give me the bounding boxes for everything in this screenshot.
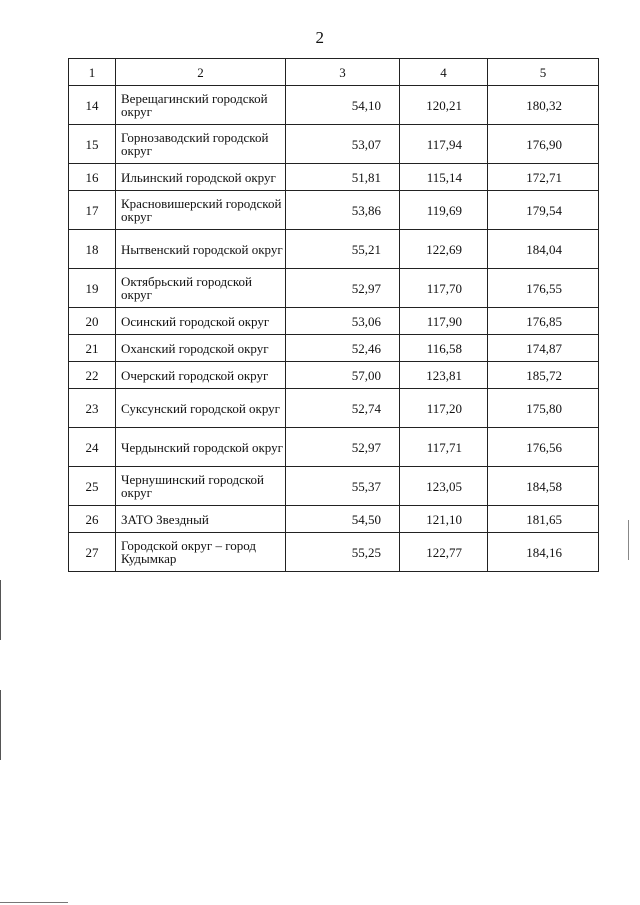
value-col5: 180,32 [488, 86, 599, 125]
district-name: Верещагинский городской округ [116, 86, 286, 125]
district-name: Горнозаводский городской округ [116, 125, 286, 164]
table-row [69, 269, 599, 308]
value-col3: 53,07 [286, 125, 400, 164]
district-name: Городской округ – город Кудымкар [116, 533, 286, 572]
column-header: 4 [400, 59, 488, 86]
value-col4: 119,69 [400, 191, 488, 230]
scan-edge-line [628, 520, 629, 560]
row-number: 17 [69, 191, 116, 230]
column-header: 5 [488, 59, 599, 86]
value-col4: 117,94 [400, 125, 488, 164]
scan-edge-line [0, 690, 1, 760]
value-col3: 51,81 [286, 164, 400, 191]
table-row [69, 335, 599, 362]
table-header-row [69, 59, 599, 86]
table-row [69, 230, 599, 269]
value-col4: 123,05 [400, 467, 488, 506]
value-col5: 176,90 [488, 125, 599, 164]
table-row [69, 467, 599, 506]
value-col5: 175,80 [488, 389, 599, 428]
value-col3: 57,00 [286, 362, 400, 389]
value-col5: 172,71 [488, 164, 599, 191]
table-row [69, 389, 599, 428]
value-col5: 176,55 [488, 269, 599, 308]
district-name: Осинский городской округ [116, 308, 286, 335]
district-name: Очерский городской округ [116, 362, 286, 389]
column-header: 1 [69, 59, 116, 86]
row-number: 14 [69, 86, 116, 125]
value-col3: 53,06 [286, 308, 400, 335]
value-col3: 52,74 [286, 389, 400, 428]
value-col5: 176,56 [488, 428, 599, 467]
value-col3: 54,10 [286, 86, 400, 125]
value-col5: 179,54 [488, 191, 599, 230]
value-col4: 117,90 [400, 308, 488, 335]
value-col4: 122,77 [400, 533, 488, 572]
value-col4: 120,21 [400, 86, 488, 125]
row-number: 23 [69, 389, 116, 428]
row-number: 18 [69, 230, 116, 269]
value-col4: 123,81 [400, 362, 488, 389]
table-row [69, 506, 599, 533]
value-col5: 184,04 [488, 230, 599, 269]
value-col4: 121,10 [400, 506, 488, 533]
row-number: 19 [69, 269, 116, 308]
table-row [69, 533, 599, 572]
value-col3: 53,86 [286, 191, 400, 230]
district-name: Чернушинский городской округ [116, 467, 286, 506]
row-number: 22 [69, 362, 116, 389]
page-number: 2 [315, 28, 325, 47]
table-row [69, 362, 599, 389]
district-name: ЗАТО Звездный [116, 506, 286, 533]
value-col4: 117,20 [400, 389, 488, 428]
value-col4: 116,58 [400, 335, 488, 362]
row-number: 25 [69, 467, 116, 506]
scan-edge-line [0, 580, 1, 640]
table-row [69, 125, 599, 164]
table-row [69, 428, 599, 467]
value-col3: 52,97 [286, 428, 400, 467]
row-number: 16 [69, 164, 116, 191]
table-row [69, 191, 599, 230]
value-col5: 184,16 [488, 533, 599, 572]
value-col3: 55,21 [286, 230, 400, 269]
value-col3: 55,37 [286, 467, 400, 506]
value-col3: 55,25 [286, 533, 400, 572]
value-col4: 117,70 [400, 269, 488, 308]
table-row [69, 164, 599, 191]
value-col5: 185,72 [488, 362, 599, 389]
value-col5: 174,87 [488, 335, 599, 362]
district-name: Нытвенский городской округ [116, 230, 286, 269]
district-name: Красновишерский городской округ [116, 191, 286, 230]
row-number: 24 [69, 428, 116, 467]
row-number: 26 [69, 506, 116, 533]
value-col4: 122,69 [400, 230, 488, 269]
district-name: Оханский городской округ [116, 335, 286, 362]
allowance-table [68, 58, 599, 572]
district-name: Октябрьский городской округ [116, 269, 286, 308]
row-number: 27 [69, 533, 116, 572]
row-number: 21 [69, 335, 116, 362]
scan-edge-line [0, 902, 68, 903]
value-col3: 54,50 [286, 506, 400, 533]
row-number: 15 [69, 125, 116, 164]
row-number: 20 [69, 308, 116, 335]
column-header: 3 [286, 59, 400, 86]
table-row [69, 308, 599, 335]
value-col5: 176,85 [488, 308, 599, 335]
table-row [69, 86, 599, 125]
value-col4: 117,71 [400, 428, 488, 467]
value-col3: 52,97 [286, 269, 400, 308]
value-col5: 184,58 [488, 467, 599, 506]
district-name: Ильинский городской округ [116, 164, 286, 191]
value-col4: 115,14 [400, 164, 488, 191]
district-name: Суксунский городской округ [116, 389, 286, 428]
column-header: 2 [116, 59, 286, 86]
district-name: Чердынский городской округ [116, 428, 286, 467]
value-col5: 181,65 [488, 506, 599, 533]
value-col3: 52,46 [286, 335, 400, 362]
